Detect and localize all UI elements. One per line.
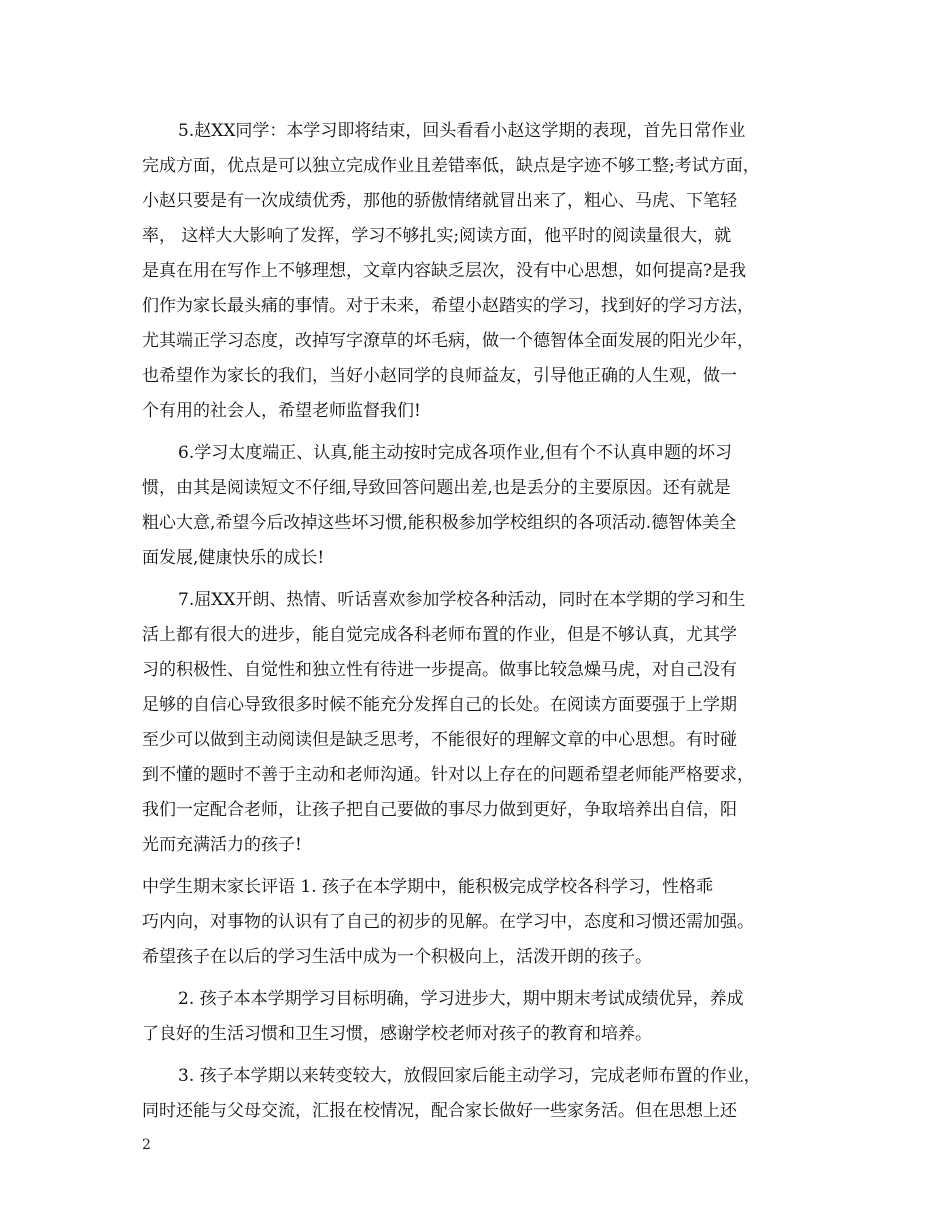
text-line: 6.学习太度端正、认真,能主动按时完成各项作业,但有个不认真申题的坏习 — [178, 443, 733, 463]
text-line: 面发展,健康快乐的成长! — [142, 548, 325, 568]
text-line: 5.赵XX同学：本学习即将结束，回头看看小赵这学期的表现，首先日常作业 — [178, 121, 746, 141]
text-line: 足够的自信心导致很多时候不能充分发挥自己的长处。在阅读方面要强于上学期 — [142, 695, 737, 715]
text-line: 我们一定配合老师，让孩子把自己要做的事尽力做到更好，争取培养出自信，阳 — [142, 800, 737, 820]
text-line: 2. 孩子本本学期学习目标明确，学习进步大，期中期末考试成绩优异，养成 — [178, 989, 744, 1009]
text-line: 个有用的社会人，希望老师监督我们! — [142, 401, 421, 421]
text-line: 粗心大意,希望今后改掉这些坏习惯,能积极参加学校组织的各项活动.德智体美全 — [142, 513, 737, 533]
text-line: 同时还能与父母交流，汇报在校情况，配合家长做好一些家务活。但在思想上还 — [142, 1101, 737, 1121]
text-line: 7.屈XX开朗、热情、听话喜欢参加学校各种活动，同时在本学期的学习和生 — [178, 590, 746, 610]
text-line: 们作为家长最头痛的事情。对于未来，希望小赵踏实的学习，找到好的学习方法， — [142, 296, 754, 316]
text-line: 活上都有很大的进步，能自觉完成各科老师布置的作业，但是不够认真，尤其学 — [142, 625, 737, 645]
text-line: 率， 这样大大影响了发挥，学习不够扎实;阅读方面，他平时的阅读量很大，就 — [142, 226, 732, 246]
text-line: 小赵只要是有一次成绩优秀，那他的骄傲情绪就冒出来了，粗心、马虎、下笔轻 — [142, 191, 737, 211]
text-line: 到不懂的题时不善于主动和老师沟通。针对以上存在的问题希望老师能严格要求， — [142, 765, 754, 785]
text-line: 光而充满活力的孩子! — [142, 835, 302, 855]
text-line: 3. 孩子本学期以来转变较大，放假回家后能主动学习，完成老师布置的作业， — [178, 1066, 761, 1086]
text-line: 是真在用在写作上不够理想，文章内容缺乏层次，没有中心思想，如何提高?是我 — [142, 261, 747, 281]
text-line: 完成方面，优点是可以独立完成作业且差错率低，缺点是字迹不够工整;考试方面， — [142, 156, 760, 176]
text-line: 习的积极性、自觉性和独立性有待进一步提高。做事比较急燥马虎，对自己没有 — [142, 660, 737, 680]
text-line: 巧内向，对事物的认识有了自己的初步的见解。在学习中，态度和习惯还需加强。 — [142, 912, 754, 932]
section-heading-line: 中学生期末家长评语 1. 孩子在本学期中，能积极完成学校各科学习，性格乖 — [142, 877, 714, 897]
text-line: 至少可以做到主动阅读但是缺乏思考，不能很好的理解文章的中心思想。有时碰 — [142, 730, 737, 750]
text-line: 也希望作为家长的我们，当好小赵同学的良师益友，引导他正确的人生观，做一 — [142, 366, 737, 386]
text-line: 尤其端正学习态度，改掉写字潦草的坏毛病，做一个德智体全面发展的阳光少年， — [142, 331, 754, 351]
page-number: 2 — [142, 1137, 151, 1153]
text-line: 希望孩子在以后的学习生活中成为一个积极向上，活泼开朗的孩子。 — [142, 947, 652, 967]
text-line: 了良好的生活习惯和卫生习惯，感谢学校老师对孩子的教育和培养。 — [142, 1024, 652, 1044]
text-line: 惯，由其是阅读短文不仔细,导致回答问题出差,也是丢分的主要原因。还有就是 — [142, 478, 731, 498]
